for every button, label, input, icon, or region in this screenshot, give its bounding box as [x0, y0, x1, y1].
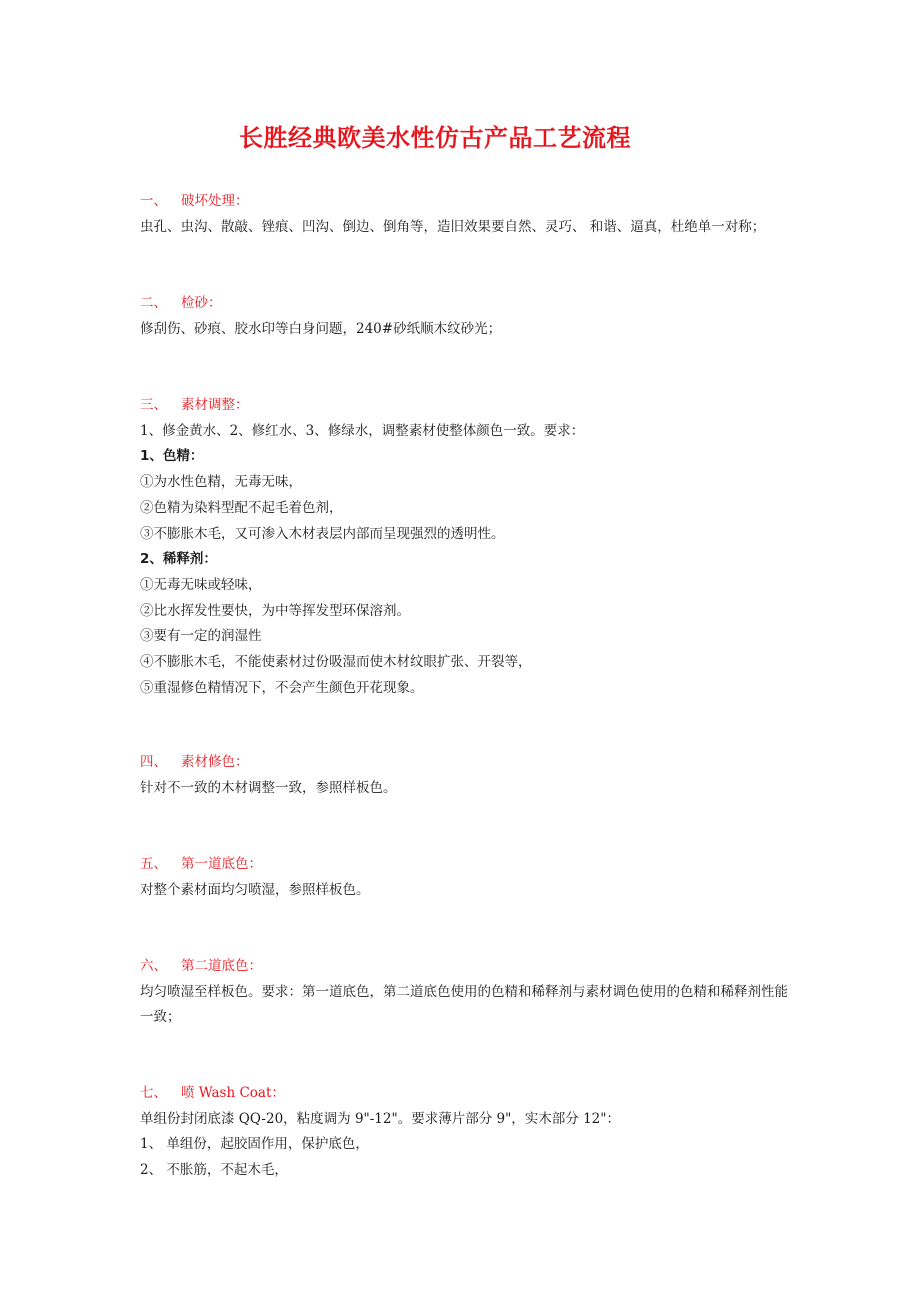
section-5	[140, 852, 790, 903]
section-heading: 七、 喷 Wash Coat：	[140, 1085, 285, 1101]
section-3	[140, 393, 790, 701]
section-text: 虫孔、虫沟、散敲、锉痕、凹沟、倒边、倒角等，造旧效果要自然、灵巧、 和谐、逼真，杜绝单一对称；	[140, 218, 766, 235]
section-heading: 二、 检砂：	[140, 295, 222, 311]
section-text: 1、修金黄水、2、修红水、3、修绿水，调整素材使整体颜色一致。要求：	[140, 422, 585, 439]
section-text: 对整个素材面均匀喷湿，参照样板色。	[140, 881, 370, 898]
section-heading: 五、 第一道底色：	[140, 856, 262, 872]
section-text: 针对不一致的木材调整一致，参照样板色。	[140, 779, 397, 796]
list-item: ①为水性色精，无毒无味，	[140, 474, 302, 491]
document-title: 长胜经典欧美水性仿古产品工艺流程	[239, 123, 631, 152]
list-item: 2、 不胀筋，不起木毛，	[140, 1162, 288, 1179]
list-item: ⑤重湿修色精情况下，不会产生颜色开花现象。	[140, 679, 424, 696]
list-item: ④不膨胀木毛，不能使素材过份吸湿而使木材纹眼扩张、开裂等，	[140, 654, 532, 671]
section-7	[140, 1081, 790, 1184]
subheading-color-essence: 1、色精：	[140, 448, 204, 465]
section-heading: 一、 破坏处理：	[140, 193, 249, 209]
list-item: 1、 单组份，起胶固作用，保护底色，	[140, 1136, 369, 1153]
section-text: 均匀喷湿至样板色。要求：第一道底色，第二道底色使用的色精和稀释剂与素材调色使用的色精和稀释剂性能一致；	[140, 983, 788, 1026]
section-4	[140, 750, 790, 801]
section-heading: 三、 素材调整：	[140, 397, 249, 413]
list-item: ②色精为染料型配不起毛着色剂，	[140, 499, 343, 516]
section-6	[140, 954, 790, 1031]
section-text: 单组份封闭底漆 QQ-20，粘度调为 9"-12"。要求薄片部分 9"，实木部分 12"：	[140, 1110, 620, 1127]
section-text: 修刮伤、砂痕、胶水印等白身问题，240#砂纸顺木纹砂光；	[140, 320, 502, 337]
subheading-thinner: 2、稀释剂：	[140, 551, 217, 568]
section-heading: 四、 素材修色：	[140, 754, 249, 770]
list-item: ②比水挥发性要快，为中等挥发型环保溶剂。	[140, 602, 410, 619]
list-item: ①无毒无味或轻味，	[140, 576, 262, 593]
section-heading: 六、 第二道底色：	[140, 958, 262, 974]
list-item: ③不膨胀木毛，又可渗入木材表层内部而呈现强烈的透明性。	[140, 525, 505, 542]
section-1	[140, 189, 790, 240]
section-2	[140, 291, 790, 342]
list-item: ③要有一定的润湿性	[140, 628, 262, 645]
